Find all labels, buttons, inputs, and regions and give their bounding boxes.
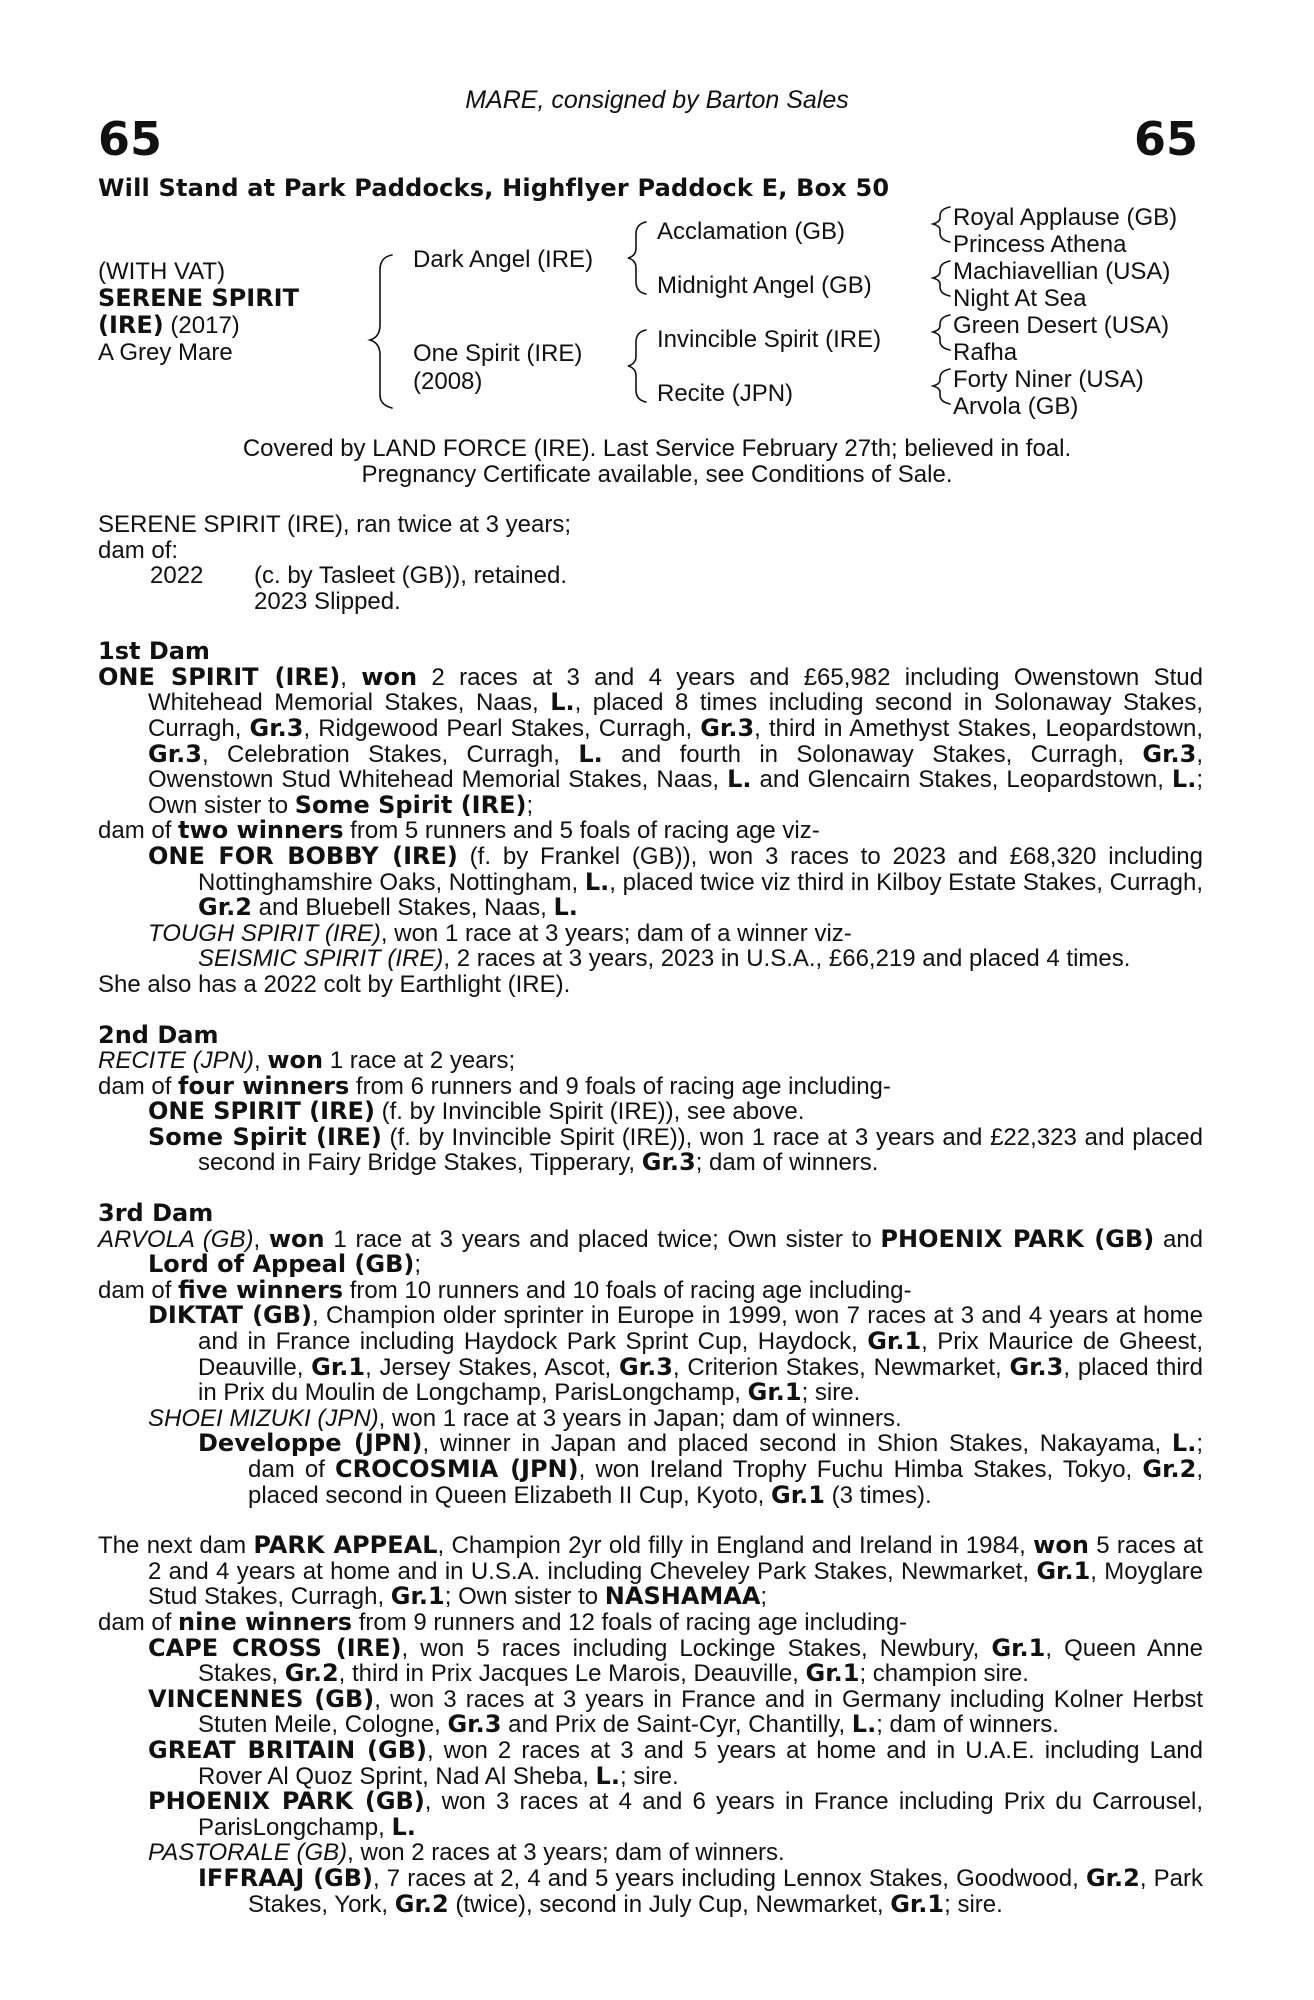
produce-entry xyxy=(98,1789,1203,1840)
won-label: won xyxy=(1033,1531,1089,1560)
ped-sds: Machiavellian (USA) xyxy=(953,258,1171,285)
ped-dam-year: (2008) xyxy=(413,368,483,395)
listed-label: L. xyxy=(595,1761,620,1790)
text: from 5 runners and 5 foals of racing age viz- xyxy=(343,817,820,845)
group-label: Gr.2 xyxy=(198,893,252,922)
listed-label: L. xyxy=(1171,765,1197,794)
produce-entry: (c. by Tasleet (GB)), retained. xyxy=(254,562,568,590)
consignor-line: MARE, consigned by Barton Sales xyxy=(465,86,849,114)
listed-label: L. xyxy=(578,739,603,768)
produce-year: 2022 xyxy=(150,562,204,590)
offspring-name: CAPE CROSS (IRE) xyxy=(148,1633,402,1662)
text: , Prix Maurice de Gheest, Deauville, xyxy=(198,1328,1203,1381)
covered-line1: Covered by LAND FORCE (IRE). Last Service February 27th; believed in foal. xyxy=(242,435,1072,462)
text: , placed twice viz third in Kilboy Estate Stakes, Curragh, xyxy=(609,868,1203,896)
lot-number-right: 65 xyxy=(1133,112,1198,166)
winners-count: nine winners xyxy=(178,1607,353,1636)
horse-year: (2017) xyxy=(163,312,240,339)
bracket-sire xyxy=(628,222,646,294)
produce-entry xyxy=(98,1633,1203,1688)
text: ; sire. xyxy=(619,1762,679,1790)
group-label: Gr.3 xyxy=(249,713,304,742)
group-label: Gr.1 xyxy=(311,1352,366,1381)
text: , Park Stakes, York, xyxy=(248,1864,1204,1918)
text: and Glencairn Stakes, Leopardstown, xyxy=(751,766,1172,794)
produce-entry xyxy=(98,1863,1204,1918)
text: , Queen Anne Stakes, xyxy=(198,1634,1203,1688)
offspring-name: PASTORALE (GB) xyxy=(148,1839,348,1867)
ped-sire: Dark Angel (IRE) xyxy=(413,246,594,273)
text: , Jersey Stakes, Ascot, xyxy=(365,1353,619,1381)
offspring-name: PHOENIX PARK (GB) xyxy=(148,1787,425,1816)
bracket-dam xyxy=(628,330,646,402)
offspring-name: DIKTAT (GB) xyxy=(148,1301,313,1330)
produce-entry xyxy=(98,1406,1203,1432)
text: The next dam xyxy=(98,1532,254,1560)
text: , Celebration Stakes, Curragh, xyxy=(201,740,579,768)
text: , Owenstown Stud Whitehead Memorial Stakes, Naas, xyxy=(148,740,1204,794)
produce-entry xyxy=(98,1431,1203,1508)
listed-label: L. xyxy=(550,688,575,717)
winners-count: five winners xyxy=(178,1275,344,1304)
text: , won 1 race at 3 years in Japan; dam of winners. xyxy=(378,1404,902,1432)
text: ; Own sister to xyxy=(444,1583,605,1611)
produce-entry xyxy=(98,1735,1203,1790)
listed-label: L. xyxy=(391,1812,416,1841)
text: and Prix de Saint-Cyr, Chantilly, xyxy=(501,1711,852,1739)
lot-number-left: 65 xyxy=(98,112,163,166)
group-label: Gr.1 xyxy=(771,1480,825,1509)
produce-entry xyxy=(98,1840,1203,1866)
won-label: won xyxy=(268,1224,325,1253)
third-dam-heading: 3rd Dam xyxy=(98,1199,214,1228)
group-label: Gr.1 xyxy=(867,1327,922,1356)
horse-country: (IRE) xyxy=(98,311,164,339)
offspring-name: Some Spirit (IRE) xyxy=(148,1122,382,1151)
group-label: Gr.3 xyxy=(1009,1352,1064,1381)
group-label: Gr.3 xyxy=(641,1148,696,1177)
ped-ss: Acclamation (GB) xyxy=(657,218,846,245)
dam-name: ARVOLA (GB) xyxy=(98,1225,254,1253)
produce-entry xyxy=(98,1099,1203,1125)
text: and xyxy=(1154,1225,1204,1253)
ped-sdd: Night At Sea xyxy=(953,285,1087,312)
listed-label: L. xyxy=(553,893,578,922)
text: (twice), second in July Cup, Newmarket, xyxy=(448,1890,891,1918)
text: ; dam of xyxy=(248,1430,1203,1483)
text: , 7 races at 2, 4 and 5 years including Lennox Stakes, Goodwood, xyxy=(373,1864,1086,1892)
text: , Champion 2yr old filly in England and Ireland in 1984, xyxy=(437,1532,1034,1560)
text: , won 2 races at 3 and 5 years at home and in U.A.E. including Land Rover Al Quoz Sprint, Nad Al Sheba, xyxy=(198,1736,1203,1790)
text: and fourth in Solonaway Stakes, Curragh, xyxy=(602,740,1143,768)
text: dam of xyxy=(98,817,179,845)
group-label: Gr.1 xyxy=(890,1889,945,1918)
group-label: Gr.3 xyxy=(148,739,202,768)
text: , xyxy=(253,1225,269,1253)
bracket-sd xyxy=(933,261,950,296)
intro-line2: dam of: xyxy=(98,536,179,564)
text: ; Own sister to xyxy=(148,766,1203,819)
group-label: Gr.3 xyxy=(700,713,755,742)
group-label: Gr.3 xyxy=(618,1352,673,1381)
text: (f. by Invincible Spirit (IRE)), won 1 race at 3 years and £22,323 and placed second in Fairy Bridge Stakes, Tipperary, xyxy=(198,1123,1203,1177)
also-has-line: She also has a 2022 colt by Earthlight (IRE). xyxy=(98,970,571,998)
text: (f. by Frankel (GB)), won 3 races to 2023 and £68,320 including Nottinghamshire Oaks, Nottingham, xyxy=(198,842,1203,896)
text: ; xyxy=(760,1583,768,1611)
text: , won 1 race at 3 years; dam of a winner viz- xyxy=(380,919,852,947)
produce-entry-2: 2023 Slipped. xyxy=(254,587,401,615)
listed-label: L. xyxy=(727,765,752,794)
winners-count: four winners xyxy=(178,1071,350,1100)
sibling-name: NASHAMAA xyxy=(604,1582,761,1611)
covered-line2: Pregnancy Certificate available, see Conditions of Sale. xyxy=(361,461,953,488)
text: 2 races at 3 and 4 years and £65,982 including Owenstown Stud Whitehead Memorial Stakes, Naas, xyxy=(148,663,1203,717)
text: , won 2 races at 3 years; dam of winners. xyxy=(347,1839,785,1867)
produce-entry xyxy=(98,841,1203,922)
group-label: Gr.2 xyxy=(284,1659,339,1688)
group-label: Gr.3 xyxy=(1142,739,1197,768)
text: from 9 runners and 12 foals of racing age including- xyxy=(352,1608,908,1636)
dam-name: RECITE (JPN) xyxy=(98,1047,254,1075)
horse-description: A Grey Mare xyxy=(98,339,233,366)
produce-entry xyxy=(98,921,1203,947)
offspring-name: TOUGH SPIRIT (IRE) xyxy=(148,919,381,947)
bracket-gen1 xyxy=(370,255,392,408)
offspring-name: CROCOSMIA (JPN) xyxy=(335,1455,579,1483)
third-dam-entry xyxy=(98,1224,1204,1279)
ped-dsd: Rafha xyxy=(953,339,1018,366)
text: , won 5 races including Lockinge Stakes, Newbury, xyxy=(401,1634,992,1662)
sibling-name: Some Spirit (IRE) xyxy=(294,790,527,819)
ped-ddd: Arvola (GB) xyxy=(953,393,1079,420)
text: , 2 races at 3 years, 2023 in U.S.A., £66,219 and placed 4 times. xyxy=(443,945,1131,973)
ped-dds: Forty Niner (USA) xyxy=(953,366,1144,393)
listed-label: L. xyxy=(851,1710,877,1739)
bracket-ss xyxy=(933,207,950,242)
text: ; champion sire. xyxy=(859,1660,1029,1688)
group-label: Gr.1 xyxy=(805,1659,860,1688)
text: , Criterion Stakes, Newmarket, xyxy=(672,1353,1010,1381)
offspring-name: IFFRAAJ (GB) xyxy=(198,1863,374,1892)
group-label: Gr.1 xyxy=(1036,1556,1091,1585)
text: dam of xyxy=(98,1276,179,1304)
text: from 10 runners and 10 foals of racing age including- xyxy=(343,1276,912,1304)
text: (3 times). xyxy=(824,1481,932,1509)
offspring-name: VINCENNES (GB) xyxy=(148,1684,375,1713)
listed-label: L. xyxy=(1171,1429,1197,1458)
text: ; xyxy=(414,1251,422,1279)
produce-entry xyxy=(98,1684,1204,1739)
text: , Ridgewood Pearl Stakes, Curragh, xyxy=(303,714,701,742)
text: , placed 8 times including second in Solonaway Stakes, Curragh, xyxy=(148,689,1203,742)
offspring-name: SEISMIC SPIRIT (IRE) xyxy=(198,945,444,973)
offspring-name: SHOEI MIZUKI (JPN) xyxy=(148,1404,379,1432)
sibling-name: PHOENIX PARK (GB) xyxy=(880,1224,1155,1253)
listed-label: L. xyxy=(584,867,610,896)
catalogue-body xyxy=(98,512,1203,1917)
produce-row xyxy=(98,563,1203,614)
first-dam-produce-summary xyxy=(98,818,1203,844)
horse-name: SERENE SPIRIT xyxy=(98,284,299,312)
group-label: Gr.1 xyxy=(390,1582,445,1611)
stand-location: Will Stand at Park Paddocks, Highflyer Paddock E, Box 50 xyxy=(98,174,890,202)
second-dam-heading: 2nd Dam xyxy=(98,1020,219,1049)
text: ; xyxy=(526,791,534,819)
text: dam of xyxy=(98,1072,179,1100)
ped-dss: Green Desert (USA) xyxy=(953,312,1170,339)
vat-note: (WITH VAT) xyxy=(98,258,226,285)
first-dam-entry xyxy=(98,662,1204,819)
won-label: won xyxy=(267,1046,324,1075)
text: from 6 runners and 9 foals of racing age including- xyxy=(349,1072,891,1100)
offspring-name: Developpe (JPN) xyxy=(198,1429,423,1458)
text: , placed third in Prix du Moulin de Longchamp, ParisLongchamp, xyxy=(198,1353,1203,1407)
offspring-name: GREAT BRITAIN (GB) xyxy=(148,1735,427,1764)
text: , Champion older sprinter in Europe in 1999, won 7 races at 3 and 4 years at home and in France including Haydock Park Sprint Cup, Haydock, xyxy=(198,1302,1203,1356)
winners-count: two winners xyxy=(178,816,344,845)
next-dam-entry xyxy=(98,1533,1203,1610)
third-dam-produce-summary xyxy=(98,1275,1203,1304)
produce-entry xyxy=(98,946,1203,972)
produce-entry xyxy=(98,1122,1203,1177)
text: ; dam of winners. xyxy=(695,1149,879,1177)
text: , won Ireland Trophy Fuchu Himba Stakes, Tokyo, xyxy=(578,1456,1143,1483)
group-label: Gr.2 xyxy=(1142,1455,1197,1483)
ped-ds: Invincible Spirit (IRE) xyxy=(657,326,882,353)
text: 5 races at 2 and 4 years at home and in U.S.A. including Cheveley Park Stakes, Newmarket, xyxy=(148,1532,1203,1585)
group-label: Gr.1 xyxy=(747,1378,802,1407)
dam-name: ONE SPIRIT (IRE) xyxy=(98,662,341,691)
text: dam of xyxy=(98,1608,179,1636)
text: , winner in Japan and placed second in Shion Stakes, Nakayama, xyxy=(422,1430,1172,1458)
text: 1 race at 3 years and placed twice; Own sister to xyxy=(324,1225,881,1253)
text: , xyxy=(254,1047,268,1075)
ped-ssd: Princess Athena xyxy=(953,231,1127,258)
produce-entry xyxy=(98,1303,1203,1405)
text: , placed second in Queen Elizabeth II Cup, Kyoto, xyxy=(248,1456,1203,1509)
text: , third in Amethyst Stakes, Leopardstown, xyxy=(754,714,1203,742)
group-label: Gr.3 xyxy=(447,1710,502,1739)
won-label: won xyxy=(361,662,418,691)
text: , third in Prix Jacques Le Marois, Deauville, xyxy=(338,1660,806,1688)
text: ; sire. xyxy=(944,1890,1003,1918)
text: 1 race at 2 years; xyxy=(323,1047,516,1075)
text: , xyxy=(340,663,362,691)
group-label: Gr.2 xyxy=(394,1889,449,1918)
group-label: Gr.2 xyxy=(1085,1863,1140,1892)
text: , won 3 races at 3 years in France and in Germany including Kolner Herbst Stuten Meile, Cologne, xyxy=(198,1685,1204,1739)
ped-dam: One Spirit (IRE) xyxy=(413,340,583,367)
text: , won 3 races at 4 and 6 years in France including Prix du Carrousel, ParisLongchamp, xyxy=(198,1788,1203,1841)
dam-name: PARK APPEAL xyxy=(253,1531,438,1560)
ped-sd: Midnight Angel (GB) xyxy=(657,272,872,299)
ped-dd: Recite (JPN) xyxy=(657,380,794,407)
offspring-name: ONE FOR BOBBY (IRE) xyxy=(148,841,458,870)
offspring-name: ONE SPIRIT (IRE) xyxy=(148,1097,375,1126)
sibling-name: Lord of Appeal (GB) xyxy=(148,1250,415,1279)
bracket-dd xyxy=(933,369,950,404)
text: ; sire. xyxy=(801,1379,861,1407)
bracket-ds xyxy=(933,315,950,350)
group-label: Gr.1 xyxy=(991,1633,1046,1662)
second-dam-produce-summary xyxy=(98,1071,1203,1100)
text: (f. by Invincible Spirit (IRE)), see above. xyxy=(374,1098,805,1126)
next-dam-produce-summary xyxy=(98,1607,1203,1636)
first-dam-heading: 1st Dam xyxy=(98,637,210,666)
intro-line1: SERENE SPIRIT (IRE), ran twice at 3 years; xyxy=(98,511,572,538)
text: , Moyglare Stud Stakes, Curragh, xyxy=(148,1557,1204,1611)
ped-sss: Royal Applause (GB) xyxy=(953,204,1178,231)
second-dam-entry xyxy=(98,1048,1203,1074)
text: and Bluebell Stakes, Naas, xyxy=(251,894,554,922)
text: ; dam of winners. xyxy=(876,1711,1059,1739)
